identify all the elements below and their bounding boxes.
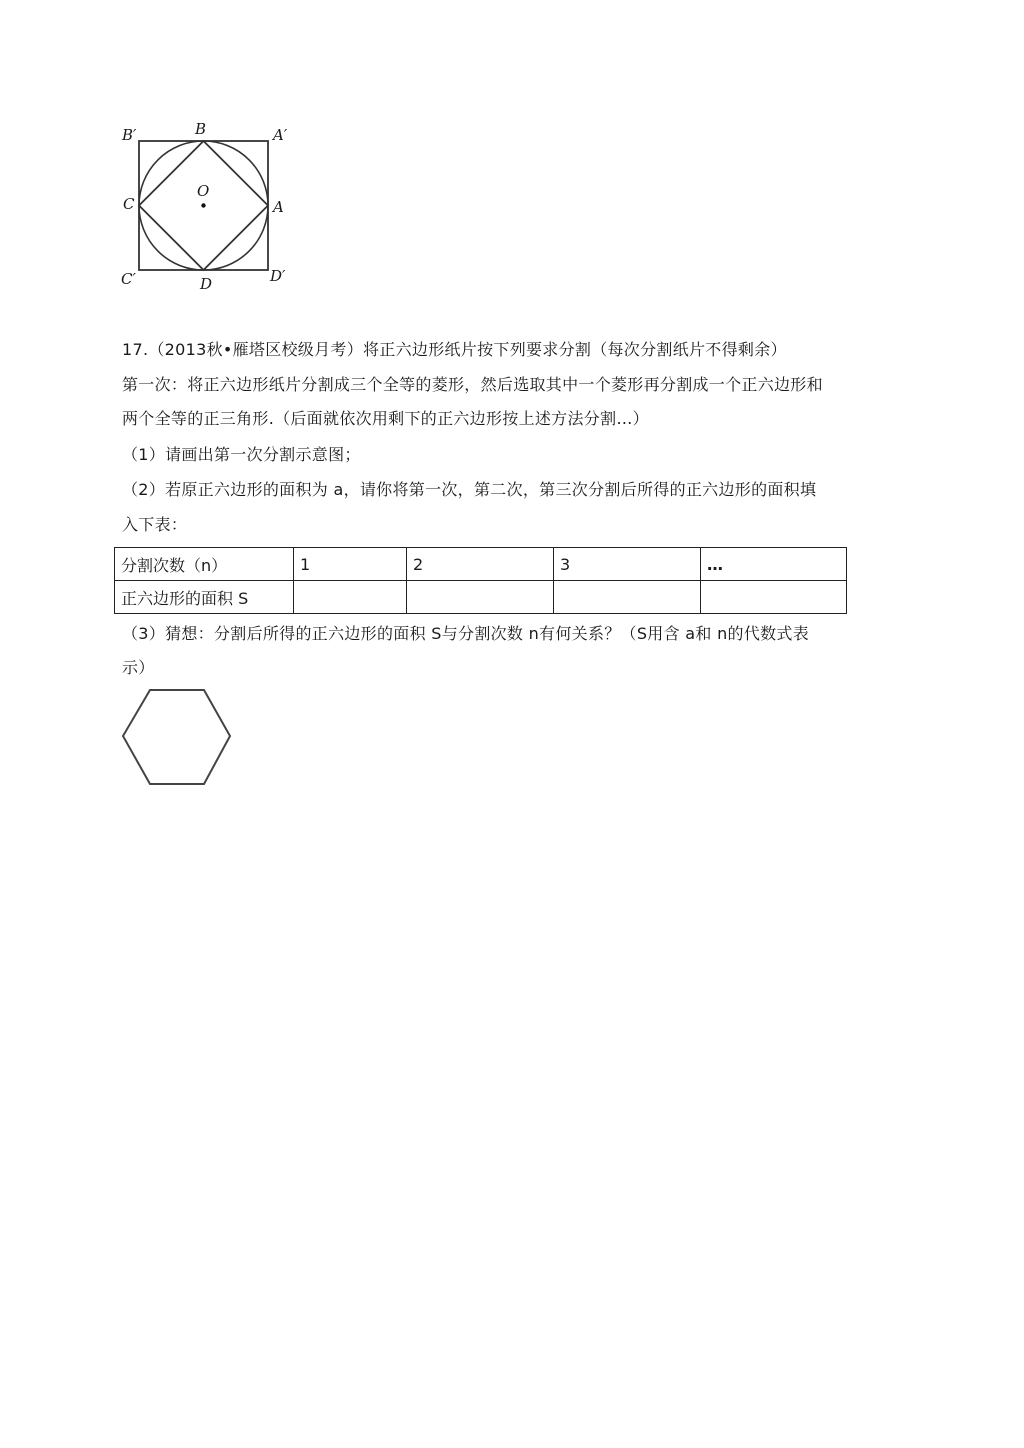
table-cell: …: [701, 548, 847, 581]
label-b: B: [195, 120, 207, 138]
label-d: D: [200, 275, 213, 293]
problem-title: 17.（2013秋•雁塔区校级月考）将正六边形纸片按下列要求分割（每次分割纸片不得剩余）: [122, 340, 787, 359]
regular-hexagon: [123, 690, 230, 784]
label-a: A: [273, 198, 284, 216]
table-cell-blank[interactable]: [294, 581, 407, 614]
table-cell: 正六边形的面积 S: [115, 581, 294, 614]
label-c-prime: C′: [121, 270, 136, 288]
question-3: （3）猜想：分割后所得的正六边形的面积 S与分割次数 n有何关系？（S用含 a和 n的代数式表: [122, 624, 810, 643]
question-2-continued: 入下表：: [122, 515, 188, 534]
question-1: （1）请画出第一次分割示意图；: [122, 445, 361, 464]
hexagon-figure: [118, 686, 236, 790]
label-a-prime: A′: [273, 126, 288, 144]
table-cell: 分割次数（n）: [115, 548, 294, 581]
center-point: [201, 203, 205, 207]
label-d-prime: D′: [270, 267, 286, 285]
table-cell-blank[interactable]: [407, 581, 554, 614]
label-c: C: [123, 195, 135, 213]
table-cell-blank[interactable]: [554, 581, 701, 614]
question-2: （2）若原正六边形的面积为 a，请你将第一次，第二次，第三次分割后所得的正六边形的面积填: [122, 480, 817, 499]
table-row: [115, 581, 847, 614]
square-circle-figure: [110, 112, 310, 297]
table-cell: 1: [294, 548, 407, 581]
table-cell: 2: [407, 548, 554, 581]
table-cell-blank[interactable]: [701, 581, 847, 614]
label-o: O: [197, 182, 210, 200]
table-row: [115, 548, 847, 581]
step-one-text: 第一次：将正六边形纸片分割成三个全等的菱形，然后选取其中一个菱形再分割成一个正六边形和: [122, 375, 823, 394]
label-b-prime: B′: [122, 126, 137, 144]
step-one-text-continued: 两个全等的正三角形.（后面就依次用剩下的正六边形按上述方法分割…）: [122, 409, 649, 428]
table-cell: 3: [554, 548, 701, 581]
area-table: [114, 547, 847, 614]
question-3-continued: 示）: [122, 658, 155, 677]
